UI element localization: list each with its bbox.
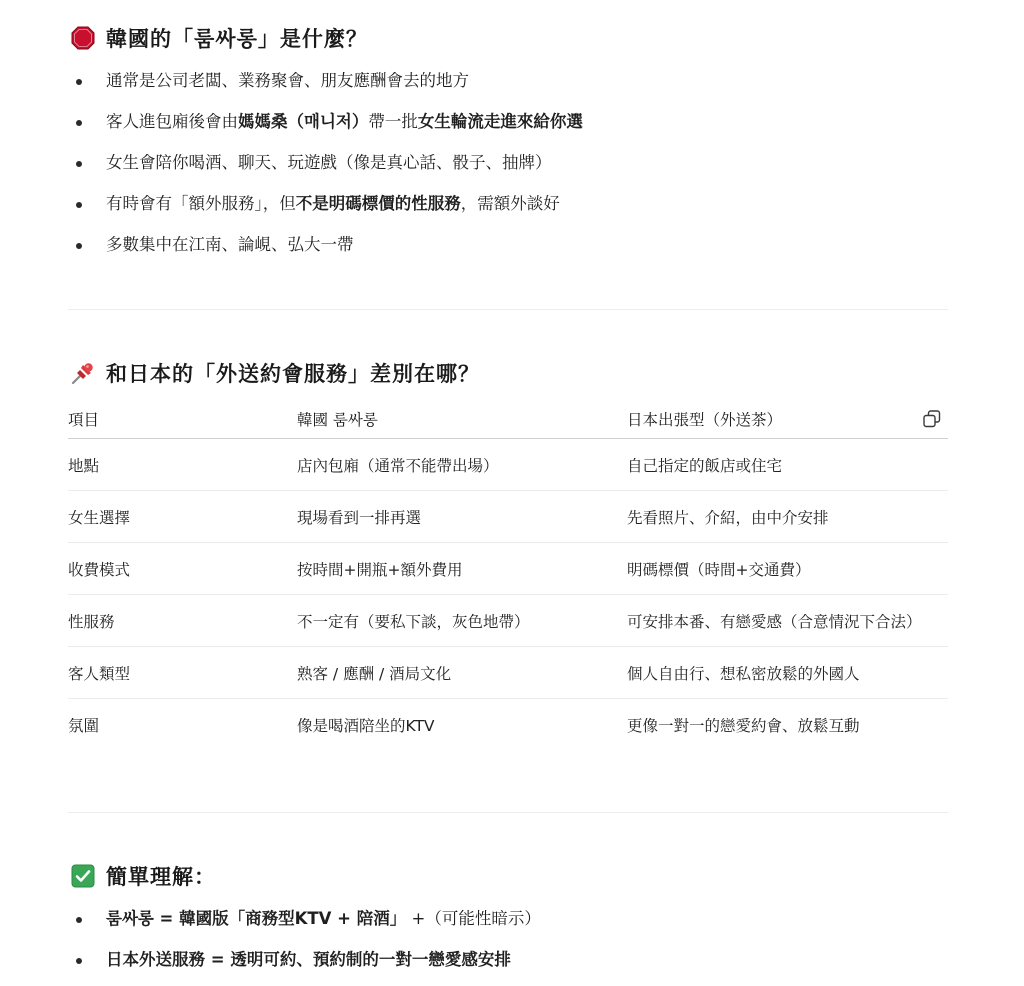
table-cell: 明碼標價（時間+交通費）	[627, 543, 948, 595]
table-cell: 像是喝酒陪坐的KTV	[297, 716, 435, 735]
korea-bullet-list	[70, 66, 950, 271]
stop-sign-icon	[70, 25, 96, 51]
table-cell: 女生選擇	[68, 491, 297, 543]
table-row	[68, 491, 948, 543]
list-item: 有時會有「額外服務」，但不是明碼標價的性服務，需額外談好	[70, 189, 950, 230]
section-divider	[68, 812, 948, 813]
table-cell: 按時間+開瓶+額外費用	[297, 543, 627, 595]
table-cell: 先看照片、介紹，由中介安排	[627, 491, 948, 543]
list-item: 通常是公司老闆、業務聚會、朋友應酬會去的地方	[70, 66, 950, 107]
table-row	[68, 595, 948, 647]
table-cell: 不一定有（要私下談，灰色地帶）	[297, 595, 627, 647]
table-row	[68, 647, 948, 699]
table-cell: 個人自由行、想私密放鬆的外國人	[627, 647, 948, 699]
table-header-row	[68, 400, 948, 439]
section-divider	[68, 309, 948, 310]
pushpin-icon	[70, 360, 96, 386]
table-cell: 現場看到一排再選	[297, 491, 627, 543]
table-cell: 可安排本番、有戀愛感（合意情況下合法）	[627, 595, 948, 647]
list-item: 女生會陪你喝酒、聊天、玩遊戲（像是真心話、骰子、抽牌）	[70, 148, 950, 189]
section-heading-text: 韓國的「룸싸롱」是什麼？	[106, 27, 368, 51]
list-item: 客人進包廂後會由媽媽桑（매니저）帶一批女生輪流走進來給你選	[70, 107, 950, 148]
list-item: 多數集中在江南、論峴、弘大一帶	[70, 230, 950, 271]
summary-bullet-list	[70, 904, 950, 986]
table-cell: 性服務	[68, 595, 297, 647]
table-row	[68, 699, 948, 751]
table-cell: 地點	[68, 439, 297, 491]
section-heading-text: 和日本的「外送約會服務」差別在哪？	[106, 362, 480, 386]
comparison-table	[68, 400, 948, 750]
table-cell: 氛圍	[68, 716, 100, 735]
copy-icon[interactable]	[922, 409, 942, 429]
list-item: 룸싸롱 = 韓國版「商務型KTV + 陪酒」 +（可能性暗示）	[70, 904, 950, 945]
section-heading-korea	[70, 23, 368, 53]
section-heading-summary	[70, 861, 216, 891]
table-cell: 熟客 / 應酬 / 酒局文化	[297, 647, 627, 699]
table-cell: 自己指定的飯店或住宅	[627, 439, 948, 491]
table-row	[68, 439, 948, 491]
table-cell: 客人類型	[68, 647, 297, 699]
table-cell: 更像一對一的戀愛約會、放鬆互動	[627, 716, 860, 735]
table-cell: 店內包廂（通常不能帶出場）	[297, 439, 627, 491]
table-row	[68, 543, 948, 595]
section-heading-difference	[70, 358, 480, 388]
check-mark-icon	[70, 863, 96, 889]
section-heading-text: 簡單理解：	[106, 865, 216, 889]
table-header-cell: 日本出張型（外送茶）	[627, 400, 948, 439]
table-header-cell: 韓國 룸싸롱	[297, 400, 627, 439]
list-item: 日本外送服務 = 透明可約、預約制的一對一戀愛感安排	[70, 945, 950, 986]
table-cell: 收費模式	[68, 543, 297, 595]
table-header-cell: 項目	[68, 400, 297, 439]
